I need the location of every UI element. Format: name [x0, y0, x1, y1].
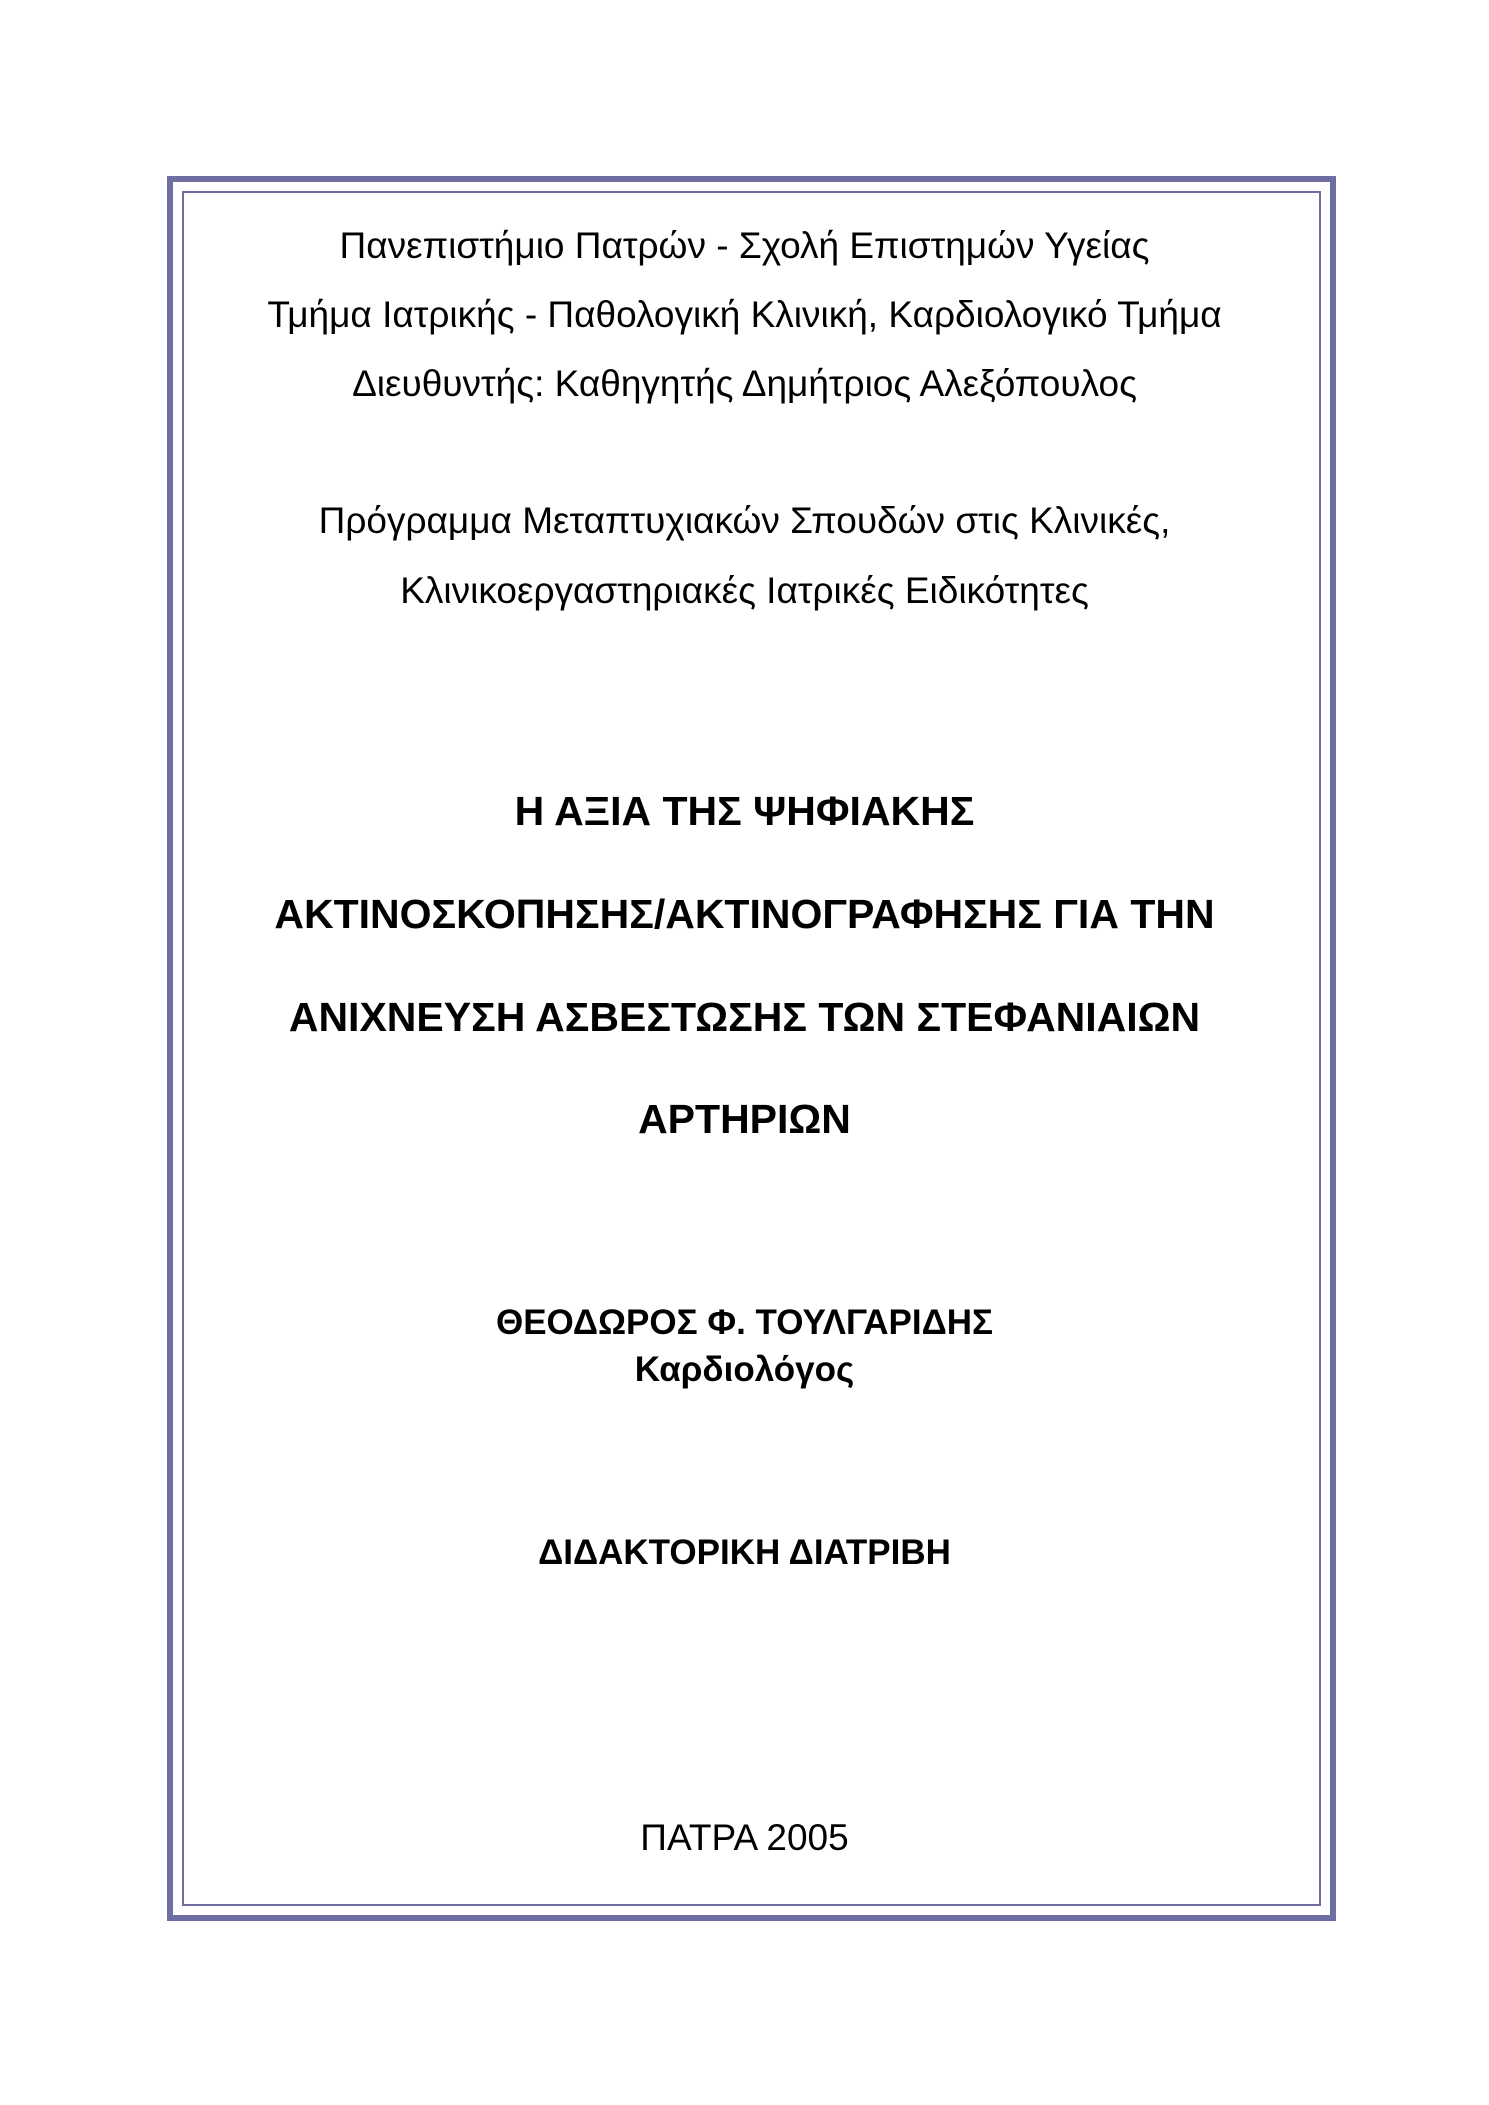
director-line: Διευθυντής: Καθηγητής Δημήτριος Αλεξόπουλος [352, 363, 1137, 404]
author-name: ΘΕΟΔΩΡΟΣ Φ. ΤΟΥΛΓΑΡΙΔΗΣ [495, 1303, 994, 1342]
thesis-title-line-1: Η ΑΞΙΑ ΤΗΣ ΨΗΦΙΑΚΗΣ [514, 788, 975, 834]
author-role: Καρδιολόγος [634, 1350, 855, 1389]
department-line: Τμήμα Ιατρικής - Παθολογική Κλινική, Καρδιολογικό Τμήμα [267, 294, 1222, 335]
program-line-1: Πρόγραμμα Μεταπτυχιακών Σπουδών στις Κλινικές, [318, 500, 1171, 541]
program-line-2: Κλινικοεργαστηριακές Ιατρικές Ειδικότητες [400, 570, 1089, 611]
thesis-title-line-2: ΑΚΤΙΝΟΣΚΟΠΗΣΗΣ/ΑΚΤΙΝΟΓΡΑΦΗΣΗΣ ΓΙΑ ΤΗΝ [274, 891, 1215, 937]
document-type: ΔΙΔΑΚΤΟΡΙΚΗ ΔΙΑΤΡΙΒΗ [538, 1533, 951, 1572]
page-border-inner [182, 191, 1321, 1906]
place-year: ΠΑΤΡΑ 2005 [640, 1817, 849, 1858]
university-line: Πανεπιστήμιο Πατρών - Σχολή Επιστημών Υγείας [339, 225, 1150, 266]
page-border [167, 176, 1336, 1921]
thesis-title-line-3: ΑΝΙΧΝΕΥΣΗ ΑΣΒΕΣΤΩΣΗΣ ΤΩΝ ΣΤΕΦΑΝΙΑΙΩΝ [288, 994, 1201, 1040]
thesis-title-line-4: ΑΡΤΗΡΙΩΝ [638, 1096, 851, 1142]
